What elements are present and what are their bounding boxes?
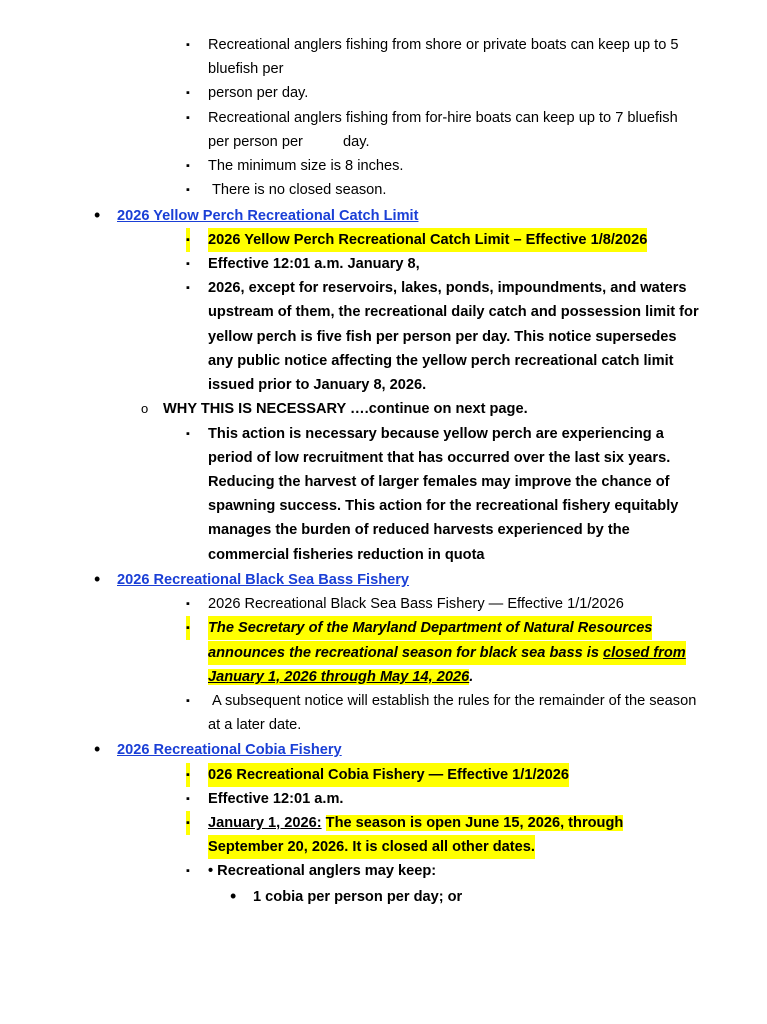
list-item <box>0 33 767 57</box>
closed-dates-text: closed from <box>603 645 686 661</box>
square-bullet-icon: ▪ <box>186 184 190 196</box>
list-item <box>0 81 767 105</box>
list-item <box>0 276 767 300</box>
yellow-perch-body: upstream of them, the recreational daily catch and possession limit for <box>208 304 699 320</box>
yellow-perch-body: issued prior to January 8, 2026. <box>208 377 427 393</box>
list-item <box>0 763 767 787</box>
reason-text: spawning success. This action for the recreational fishery equitably <box>208 498 679 514</box>
list-item <box>0 859 767 883</box>
yellow-perch-effective: Effective 12:01 a.m. January 8, <box>208 256 420 272</box>
list-item-continuation <box>0 835 767 859</box>
square-bullet-icon: ▪ <box>186 39 190 51</box>
square-bullet-icon: ▪ <box>186 616 190 640</box>
list-item <box>0 616 767 640</box>
list-item <box>0 592 767 616</box>
announcement-text: announces the recreational season for black sea bass is <box>208 645 604 661</box>
why-necessary-heading: WHY THIS IS NECESSARY ….continue on next page. <box>163 401 528 417</box>
list-item-continuation <box>0 665 767 689</box>
bluefish-line: day. <box>343 134 370 150</box>
cobia-date: January 1, 2026: <box>208 815 322 831</box>
square-bullet-icon: ▪ <box>186 87 190 99</box>
reason-text: This action is necessary because yellow perch are experiencing a <box>208 426 664 442</box>
list-item <box>0 422 767 446</box>
bluefish-line: There is no closed season. <box>212 182 387 198</box>
square-bullet-icon: ▪ <box>186 112 190 124</box>
list-item <box>0 252 767 276</box>
black-sea-bass-announcement <box>208 665 473 689</box>
list-item <box>0 154 767 178</box>
square-bullet-icon: ▪ <box>186 865 190 877</box>
list-item <box>0 811 767 835</box>
yellow-perch-link[interactable]: 2026 Yellow Perch Recreational Catch Limit <box>117 208 419 224</box>
reason-text: manages the burden of reduced harvests experienced by the <box>208 522 630 538</box>
cobia-title: 026 Recreational Cobia Fishery — Effective 1/1/2026 <box>208 763 569 787</box>
subsequent-notice: A subsequent notice will establish the rules for the remainder of the season <box>212 693 697 709</box>
list-item <box>0 885 767 909</box>
cobia-link[interactable]: 2026 Recreational Cobia Fishery <box>117 742 342 758</box>
list-item-continuation <box>0 543 767 567</box>
list-item-continuation <box>0 641 767 665</box>
bluefish-line: per person per <box>208 134 303 150</box>
disc-bullet-icon: • <box>94 205 101 225</box>
reason-text: Reducing the harvest of larger females may improve the chance of <box>208 474 670 490</box>
closed-dates-text: January 1, 2026 through May 14, 2026 <box>208 669 470 685</box>
square-bullet-icon: ▪ <box>186 228 190 252</box>
list-item-continuation <box>0 518 767 542</box>
cobia-season-text: September 20, 2026. It is closed all other dates. <box>208 835 535 859</box>
bluefish-line: bluefish per <box>208 61 284 77</box>
list-item-continuation <box>0 494 767 518</box>
yellow-perch-body: any public notice affecting the yellow perch recreational catch limit <box>208 353 674 369</box>
cobia-keep: • Recreational anglers may keep: <box>208 863 437 879</box>
announcement-period: . <box>469 669 474 685</box>
square-bullet-icon: ▪ <box>186 282 190 294</box>
list-item-continuation <box>0 300 767 324</box>
cobia-effective: Effective 12:01 a.m. <box>208 791 344 807</box>
cobia-limit: 1 cobia per person per day; or <box>253 889 463 905</box>
square-bullet-icon: ▪ <box>186 160 190 172</box>
list-item <box>0 568 767 592</box>
square-bullet-icon: ▪ <box>186 598 190 610</box>
square-bullet-icon: ▪ <box>186 428 190 440</box>
square-bullet-icon: ▪ <box>186 763 190 787</box>
yellow-perch-body: yellow perch is five fish per person per day. This notice supersedes <box>208 329 677 345</box>
black-sea-bass-announcement <box>208 641 686 665</box>
bluefish-line: The minimum size is 8 inches. <box>208 158 404 174</box>
disc-bullet-icon: • <box>230 886 237 906</box>
yellow-perch-title: 2026 Yellow Perch Recreational Catch Limit – Effective 1/8/2026 <box>208 228 647 252</box>
list-item-continuation <box>0 446 767 470</box>
cobia-season-text: The season is open June 15, 2026, through <box>325 815 624 831</box>
cobia-season <box>208 811 623 835</box>
list-item-continuation <box>0 713 767 737</box>
bluefish-line: Recreational anglers fishing from for-hire boats can keep up to 7 bluefish <box>208 110 678 126</box>
disc-bullet-icon: • <box>94 569 101 589</box>
list-item-continuation <box>0 373 767 397</box>
black-sea-bass-link[interactable]: 2026 Recreational Black Sea Bass Fishery <box>117 572 410 588</box>
list-item-continuation <box>0 470 767 494</box>
list-item <box>0 204 767 228</box>
list-item <box>0 689 767 713</box>
reason-text: period of low recruitment that has occurred over the last six years. <box>208 450 671 466</box>
list-item <box>0 106 767 130</box>
subsequent-notice: at a later date. <box>208 717 302 733</box>
disc-bullet-icon: • <box>94 739 101 759</box>
list-item <box>0 228 767 252</box>
black-sea-bass-announcement: The Secretary of the Maryland Department of Natural Resources <box>208 616 652 640</box>
list-item <box>0 738 767 762</box>
square-bullet-icon: ▪ <box>186 793 190 805</box>
list-item-continuation <box>0 325 767 349</box>
list-item <box>0 787 767 811</box>
square-bullet-icon: ▪ <box>186 695 190 707</box>
black-sea-bass-title: 2026 Recreational Black Sea Bass Fishery — Effective 1/1/2026 <box>208 596 624 612</box>
circle-bullet-icon: o <box>141 401 149 416</box>
bluefish-line: Recreational anglers fishing from shore or private boats can keep up to 5 <box>208 37 679 53</box>
square-bullet-icon: ▪ <box>186 811 190 835</box>
bluefish-line: person per day. <box>208 85 309 101</box>
list-item-continuation <box>0 349 767 373</box>
reason-text: commercial fisheries reduction in quota <box>208 547 485 563</box>
list-item <box>0 397 767 421</box>
list-item-continuation <box>0 130 767 154</box>
square-bullet-icon: ▪ <box>186 258 190 270</box>
yellow-perch-body: 2026, except for reservoirs, lakes, ponds, impoundments, and waters <box>208 280 687 296</box>
list-item <box>0 178 767 202</box>
list-item-continuation <box>0 57 767 81</box>
